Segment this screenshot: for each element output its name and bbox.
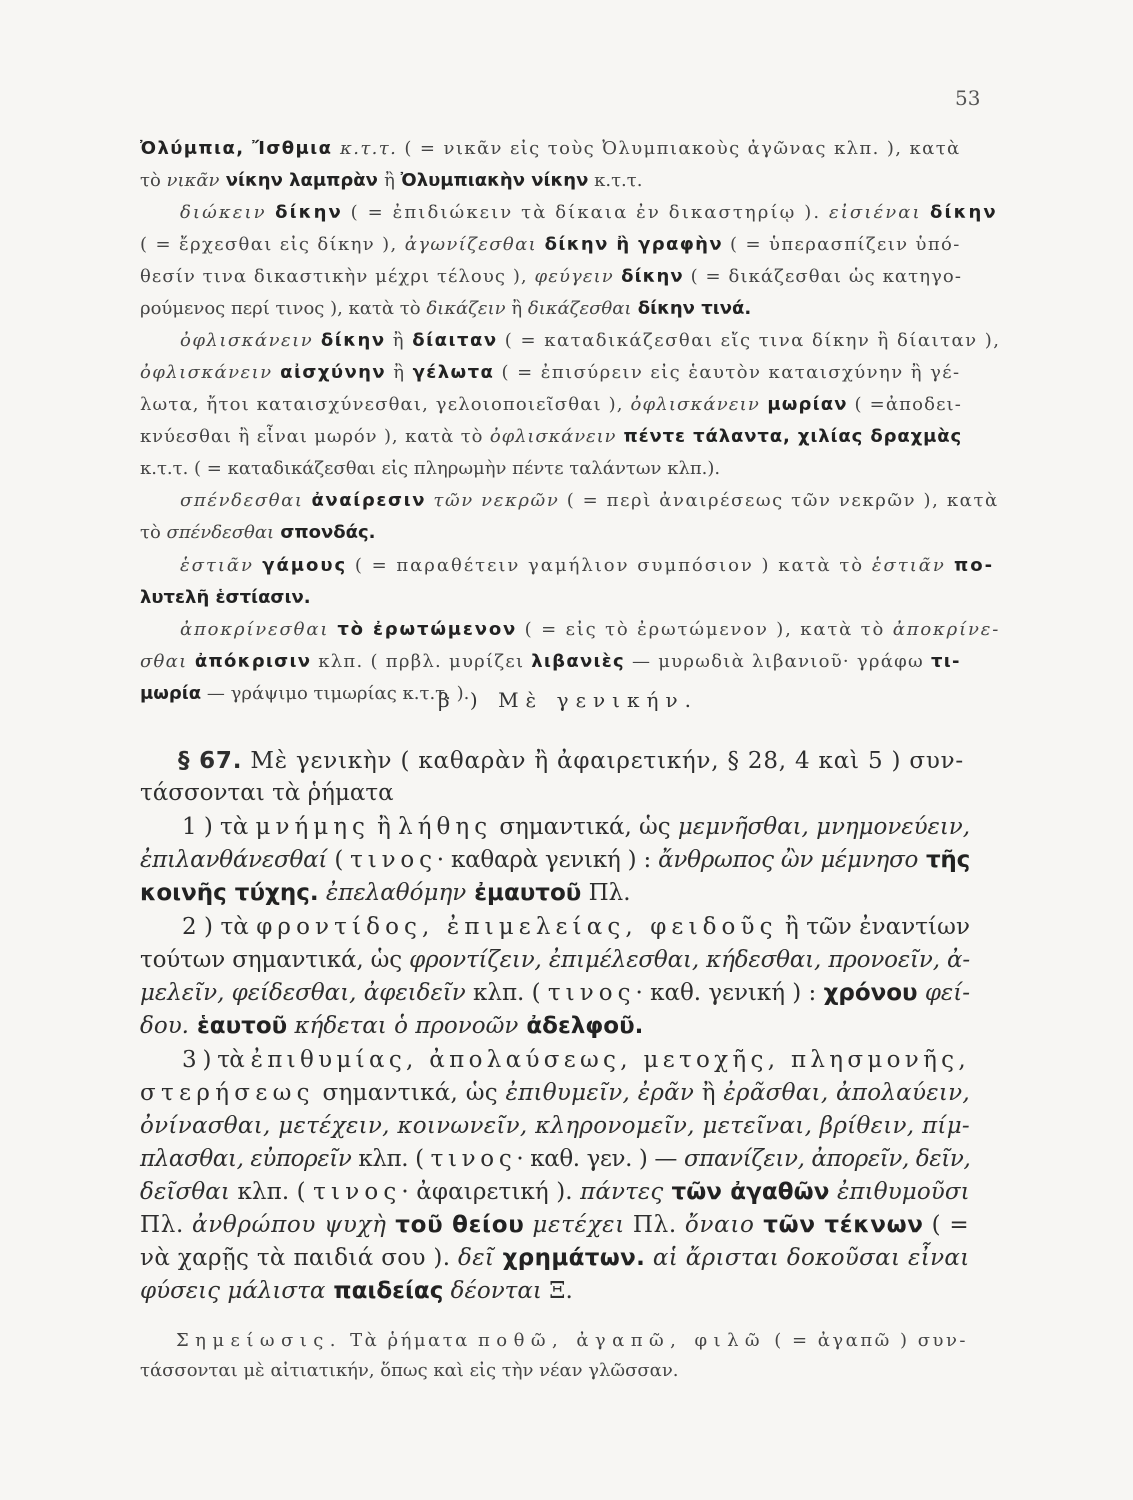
- text-run: κλπ. ( πρβλ. μυρίζει: [311, 651, 532, 672]
- page-number: 53: [955, 86, 981, 110]
- text-run: λωτα, ἤτοι καταισχύνεσθαι, γελοιοποιεῖσθαι ),: [140, 394, 631, 415]
- text-line: [140, 882, 631, 905]
- text-run: μετέχει: [524, 1212, 625, 1238]
- text-run: τὸ: [140, 170, 167, 191]
- text-line: [140, 428, 962, 446]
- text-run: ( = νικᾶν εἰς τοὺς Ὀλυμπιακοὺς ἀγῶνας κλπ. ), κατὰ: [397, 138, 961, 159]
- text-line: [140, 1280, 573, 1303]
- text-run: Πλ.: [624, 1212, 685, 1238]
- text-run: — μυρωδιὰ λιβανιοῦ· γράφω: [624, 651, 931, 672]
- text-run: νὰ χαρῇς τὰ παιδιά σου ).: [140, 1245, 459, 1271]
- text-run: ( = εἰς τὸ ἐρωτώμενον ), κατὰ τὸ: [517, 619, 893, 640]
- text-run: τινος: [313, 1179, 402, 1205]
- text-run: τάσσονται τὰ ῥήματα: [140, 780, 394, 806]
- text-run: δου.: [140, 1013, 189, 1039]
- text-run: τινος: [430, 1146, 517, 1172]
- text-run: αἰσχύνην: [272, 362, 387, 383]
- text-run: ἢ: [384, 170, 401, 191]
- text-run: πο-: [945, 555, 995, 576]
- text-run: λήθης: [398, 814, 493, 840]
- text-run: Μὲ γενικὴν ( καθαρὰν ἢ ἀφαιρετικήν, § 28, 4 καὶ 5 ) συν-: [242, 748, 964, 774]
- text-run: ( = ἐπισύρειν εἰς ἑαυτὸν καταισχύνην ἢ γέ-: [494, 362, 961, 383]
- text-run: ἐπελαθόμην: [325, 880, 467, 906]
- text-run: αἱ ἄρισται δοκοῦσαι εἶναι: [652, 1245, 970, 1271]
- text-run: χρόνου: [823, 980, 918, 1006]
- text-run: φεί-: [917, 980, 970, 1006]
- text-run: πλασθαι, εὐπορεῖν: [140, 1146, 352, 1172]
- text-run: ἢ: [369, 814, 399, 840]
- text-run: Ξ.: [541, 1278, 573, 1304]
- text-run: ποθῶ, ἀγαπῶ, φιλῶ: [478, 1330, 767, 1351]
- text-run: διώκειν: [180, 202, 267, 223]
- text-run: ὀνίνασθαι, μετέχειν, κοινωνεῖν, κληρονομεῖν, μετεῖναι, βρίθειν, πίμ-: [140, 1113, 970, 1139]
- text-run: πέντε τάλαντα, χιλίας δραχμὰς: [616, 426, 962, 447]
- text-run: πάντες: [580, 1179, 664, 1205]
- text-run: μωρίαν: [759, 394, 848, 415]
- text-run: ὀφλισκάνειν: [140, 362, 273, 383]
- text-run: κοινῆς τύχης.: [140, 880, 319, 906]
- text-line: [182, 1049, 970, 1072]
- text-run: Ὀλυμπιακὴν νίκην: [400, 170, 589, 191]
- text-run: · καθ. γεν. ) —: [516, 1146, 684, 1172]
- text-run: τούτων σημαντικά, ὡς: [140, 947, 410, 973]
- text-run: τινος: [350, 847, 437, 873]
- text-line: [140, 172, 642, 190]
- text-run: ἐπιθυμεῖν, ἐρᾶν: [505, 1080, 695, 1106]
- text-run: Πλ.: [140, 1212, 193, 1238]
- text-run: ( = περὶ ἀναιρέσεως τῶν νεκρῶν ), κατὰ: [559, 490, 999, 511]
- text-run: ( = ἐπιδιώκειν τὰ δίκαια ἐν δικαστηρίῳ ).: [342, 202, 830, 223]
- text-run: τινος: [547, 980, 636, 1006]
- text-line: [140, 1082, 970, 1105]
- text-run: στερήσεως: [140, 1080, 315, 1106]
- text-run: [319, 880, 326, 906]
- text-run: δίκην: [613, 266, 684, 287]
- text-line: [140, 1362, 679, 1380]
- text-run: τὸ: [140, 522, 167, 543]
- text-run: ὀφλισκάνειν: [489, 426, 617, 447]
- text-line: [140, 849, 970, 872]
- text-run: κ.τ.τ.: [588, 170, 643, 191]
- text-run: δίκην: [921, 202, 998, 223]
- text-run: σπονδάς.: [274, 522, 376, 543]
- text-run: ἢ: [505, 298, 528, 319]
- text-run: ( = ἀγαπῶ ) συν-: [766, 1330, 968, 1351]
- text-run: ἑστιᾶν: [180, 555, 254, 576]
- text-run: φροντίδος, ἐπιμελείας, φειδοῦς: [256, 914, 778, 940]
- text-run: δέονται: [443, 1278, 542, 1304]
- text-line: [140, 949, 970, 972]
- text-run: ἑστιᾶν: [871, 555, 946, 576]
- text-run: σπένδεσθαι: [180, 490, 304, 511]
- text-run: ἀποκρίνε-: [892, 619, 1001, 640]
- text-line: [140, 396, 962, 414]
- text-run: νικᾶν: [166, 170, 220, 191]
- text-line: [180, 621, 1000, 639]
- text-run: τῆς: [918, 847, 970, 873]
- text-run: δίκην: [313, 330, 386, 351]
- text-line: [140, 236, 961, 254]
- text-run: ( = καταδικάζεσθαι εἴς τινα δίκην ἢ δίαιταν ),: [497, 330, 1001, 351]
- text-run: τῶν νεκρῶν: [426, 490, 560, 511]
- text-line: [140, 268, 962, 286]
- text-run: σπένδεσθαι: [166, 522, 275, 543]
- text-line: [140, 140, 961, 158]
- text-run: ἄνθρωπος ὢν μέμνησο: [658, 847, 919, 873]
- text-run: ὄναιο: [684, 1212, 755, 1238]
- text-run: Ὀλύμπια, Ἴσθμια: [140, 138, 340, 159]
- text-line: [140, 589, 311, 607]
- text-line: [140, 364, 961, 382]
- text-run: σημαντικά, ὡς: [492, 814, 678, 840]
- text-run: τοῦ θείου: [386, 1212, 525, 1238]
- text-run: — γράψιμο τιμωρίας κ.τ.τ. ).: [201, 683, 470, 704]
- text-run: μωρία: [140, 683, 202, 704]
- text-run: · καθ. γενική ) :: [635, 980, 824, 1006]
- text-line: [180, 332, 1001, 350]
- text-run: · ἀφαιρετική ).: [401, 1179, 581, 1205]
- text-line: [140, 653, 961, 671]
- text-run: παιδείας: [325, 1278, 444, 1304]
- text-run: δίκην ἢ γραφὴν: [537, 234, 723, 255]
- text-run: ἐμαυτοῦ: [466, 880, 582, 906]
- text-run: Πλ.: [581, 880, 631, 906]
- text-run: σθαι: [140, 651, 188, 672]
- text-line: [182, 816, 970, 839]
- text-run: ἀναίρεσιν: [303, 490, 427, 511]
- text-run: τῶν ἀγαθῶν: [663, 1179, 830, 1205]
- text-run: γέλωτα: [412, 362, 495, 383]
- text-line: [140, 1181, 970, 1204]
- text-run: ἐρᾶσθαι, ἀπολαύειν,: [723, 1080, 970, 1106]
- text-run: κνύεσθαι ἢ εἶναι μωρόν ), κατὰ τὸ: [140, 426, 490, 447]
- text-run: ἢ: [385, 330, 413, 351]
- text-run: σπανίζειν, ἀπορεῖν, δεῖν,: [683, 1146, 971, 1172]
- text-line: [140, 982, 970, 1005]
- text-run: ὀφλισκάνειν: [630, 394, 760, 415]
- text-run: κλπ. (: [351, 1146, 431, 1172]
- text-run: ὀφλισκάνειν: [180, 330, 314, 351]
- text-run: ἢ: [694, 1080, 724, 1106]
- text-line: [140, 300, 751, 318]
- text-run: (: [327, 847, 351, 873]
- text-run: κλπ. (: [465, 980, 548, 1006]
- text-run: νίκην λαμπρὰν: [219, 170, 385, 191]
- text-run: 3 ) τὰ: [182, 1047, 251, 1073]
- text-run: μελεῖν, φείδεσθαι, ἀφειδεῖν: [140, 980, 466, 1006]
- text-run: δεῖ: [458, 1245, 495, 1271]
- text-run: ἐπιθυμοῦσι: [829, 1179, 970, 1205]
- text-run: δίαιταν: [412, 330, 498, 351]
- text-run: ἀγωνίζεσθαι: [404, 234, 538, 255]
- text-run: μνήμης: [255, 814, 370, 840]
- text-run: ( =: [923, 1212, 970, 1238]
- text-run: ( = ἔρχεσθαι εἰς δίκην ),: [140, 234, 405, 255]
- text-run: φεύγειν: [534, 266, 614, 287]
- text-line: [178, 750, 964, 773]
- text-line: [140, 685, 469, 703]
- text-run: κ.τ.τ.: [340, 138, 398, 159]
- text-run: σημαντικά, ὡς: [314, 1080, 506, 1106]
- text-run: 1 ) τὰ: [182, 814, 256, 840]
- text-run: ἢ: [386, 362, 413, 383]
- text-run: κ.τ.τ. ( = καταδικάζεσθαι εἰς πληρωμὴν πέντε ταλάντων κλπ.).: [140, 458, 721, 479]
- text-line: [140, 1247, 970, 1270]
- text-run: ἢ τῶν ἐναντίων: [777, 914, 970, 940]
- text-run: κήδεται ὁ προνοῶν: [287, 1013, 519, 1039]
- text-run: § 67.: [178, 748, 243, 774]
- text-run: δεῖσθαι: [140, 1179, 231, 1205]
- text-line: [180, 492, 999, 510]
- text-line: [140, 1148, 970, 1171]
- text-run: 2 ) τὰ: [182, 914, 257, 940]
- text-run: ( =ἀποδει-: [847, 394, 962, 415]
- text-run: δικάζειν: [426, 298, 506, 319]
- text-run: γάμους: [253, 555, 348, 576]
- text-run: ρούμενος περί τινος ), κατὰ τὸ: [140, 298, 427, 319]
- text-run: Σημείωσις.: [176, 1330, 342, 1351]
- text-run: ἀδελφοῦ.: [518, 1013, 644, 1039]
- text-run: θεσίν τινα δικαστικὴν μέχρι τέλους ),: [140, 266, 535, 287]
- text-run: τάσσονται μὲ αἰτιατικήν, ὅπως καὶ εἰς τὴν νέαν γλῶσσαν.: [140, 1360, 679, 1381]
- text-line: [182, 916, 970, 939]
- text-run: ( = παραθέτειν γαμήλιον συμπόσιον ) κατὰ τὸ: [347, 555, 872, 576]
- text-run: τι-: [930, 651, 961, 672]
- text-line: [140, 1115, 970, 1138]
- text-run: ἐπιθυμίας, ἀπολαύσεως, μετοχῆς, πλησμονῆς,: [250, 1047, 970, 1073]
- text-run: [645, 1245, 653, 1271]
- text-line: [180, 557, 994, 575]
- text-run: δικάζεσθαι: [527, 298, 632, 319]
- text-line: [180, 204, 998, 222]
- text-line: [140, 460, 720, 478]
- text-run: ( = ὑπερασπίζειν ὑπό-: [722, 234, 961, 255]
- text-run: ἀποκρίνεσθαι: [180, 619, 330, 640]
- text-run: τὸ ἐρωτώμενον: [329, 619, 518, 640]
- text-run: ἐπιλανθάνεσθαί: [140, 847, 328, 873]
- section-heading: β ) Μὲ γενικήν.: [438, 688, 698, 712]
- text-line: [176, 1332, 968, 1350]
- text-line: [140, 1015, 643, 1038]
- text-run: φύσεις μάλιστα: [140, 1278, 326, 1304]
- text-run: · καθαρὰ γενική ) :: [436, 847, 659, 873]
- text-line: [140, 524, 375, 542]
- text-run: τῶν τέκνων: [754, 1212, 924, 1238]
- text-line: [140, 782, 394, 805]
- text-run: δίκην: [266, 202, 343, 223]
- text-run: εἰσιέναι: [829, 202, 922, 223]
- text-run: κλπ. (: [230, 1179, 314, 1205]
- text-run: φροντίζειν, ἐπιμέλεσθαι, κήδεσθαι, προνοεῖν, ἀ-: [409, 947, 970, 973]
- text-run: ( = δικάζεσθαι ὡς κατηγο-: [683, 266, 963, 287]
- text-run: μεμνῆσθαι, μνημονεύειν,: [677, 814, 970, 840]
- text-run: λιβανιὲς: [531, 651, 625, 672]
- text-run: χρημάτων.: [494, 1245, 646, 1271]
- text-run: ἑαυτοῦ: [189, 1013, 288, 1039]
- text-line: [140, 1214, 969, 1237]
- text-run: ἀπόκρισιν: [187, 651, 312, 672]
- text-run: ἀνθρώπου ψυχὴ: [192, 1212, 387, 1238]
- text-run: δίκην τινά.: [631, 298, 752, 319]
- text-run: λυτελῆ ἑστίασιν.: [140, 587, 311, 608]
- text-run: Τὰ ῥήματα: [341, 1330, 478, 1351]
